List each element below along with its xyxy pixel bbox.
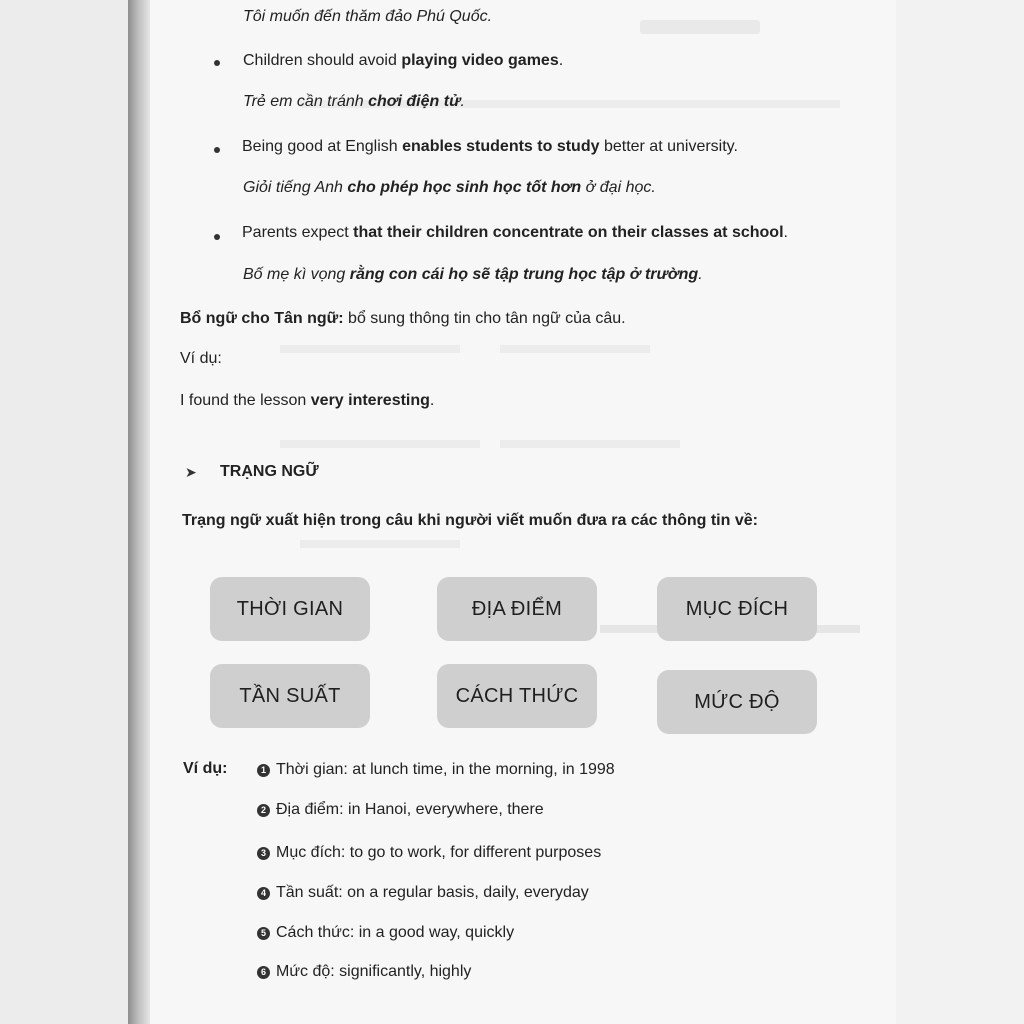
sentence-text: better at university. bbox=[599, 138, 738, 155]
number-icon: 3 bbox=[257, 847, 270, 860]
example-translation-vi bbox=[243, 179, 656, 197]
sentence-text: ở đại học. bbox=[581, 179, 656, 196]
sentence-text: . bbox=[429, 392, 435, 409]
term-label: Bổ ngữ cho Tân ngữ: bbox=[180, 310, 344, 327]
category-box-degree: MỨC ĐỘ bbox=[657, 670, 817, 734]
sentence-text: Giỏi tiếng Anh bbox=[243, 179, 348, 196]
sentence-text: . bbox=[460, 93, 465, 110]
category-box-manner: CÁCH THỨC bbox=[437, 664, 597, 728]
example-text: Mức độ: significantly, highly bbox=[276, 963, 472, 980]
category-box-purpose: MỤC ĐÍCH bbox=[657, 577, 817, 641]
example-sentence-en bbox=[243, 52, 563, 70]
adverbial-example bbox=[257, 884, 589, 902]
sentence-text: Bố mẹ kì vọng bbox=[243, 266, 350, 283]
bullet-icon bbox=[214, 147, 220, 153]
sentence-text: Parents expect bbox=[242, 224, 354, 241]
number-icon: 2 bbox=[257, 804, 270, 817]
sentence-text: Children should avoid bbox=[243, 52, 402, 69]
right-page-edge bbox=[896, 0, 1024, 1024]
category-box-place: ĐỊA ĐIỂM bbox=[437, 577, 597, 641]
number-icon: 1 bbox=[257, 764, 270, 777]
adverbial-example bbox=[257, 963, 471, 981]
sentence-text: Being good at English bbox=[242, 138, 403, 155]
sentence-text: . bbox=[698, 266, 703, 283]
arrow-right-icon: ➤ bbox=[185, 464, 197, 480]
sentence-highlight: very interesting bbox=[310, 392, 430, 409]
category-box-frequency: TẦN SUẤT bbox=[210, 664, 370, 728]
sentence-text: Trẻ em cần tránh bbox=[243, 93, 369, 110]
book-spine-shadow bbox=[128, 0, 150, 1024]
adverbial-example bbox=[257, 924, 514, 942]
examples-label: Ví dụ: bbox=[183, 760, 228, 777]
section-heading: TRẠNG NGỮ bbox=[220, 463, 319, 480]
sentence-highlight: rằng con cái họ sẽ tập trung học tập ở trường bbox=[349, 266, 699, 283]
object-complement-definition bbox=[180, 310, 626, 328]
number-icon: 5 bbox=[257, 927, 270, 940]
left-page-edge bbox=[0, 0, 130, 1024]
section-intro: Trạng ngữ xuất hiện trong câu khi người viết muốn đưa ra các thông tin về: bbox=[182, 512, 758, 529]
adverbial-example bbox=[257, 844, 601, 862]
bullet-icon bbox=[214, 234, 220, 240]
sentence-highlight: enables students to study bbox=[402, 138, 600, 155]
number-icon: 6 bbox=[257, 966, 270, 979]
category-box-time: THỜI GIAN bbox=[210, 577, 370, 641]
adverbial-example bbox=[257, 761, 615, 779]
adverbial-example bbox=[257, 801, 544, 819]
sentence-highlight: chơi điện tử bbox=[368, 93, 461, 110]
example-translation-vi bbox=[243, 266, 703, 284]
example-translation-vi: Tôi muốn đến thăm đảo Phú Quốc. bbox=[243, 8, 493, 25]
example-label: Ví dụ: bbox=[180, 350, 222, 367]
sentence-text: I found the lesson bbox=[180, 392, 311, 409]
example-sentence-en bbox=[242, 138, 738, 156]
bullet-icon bbox=[214, 60, 220, 66]
definition-text: bổ sung thông tin cho tân ngữ của câu. bbox=[343, 310, 626, 327]
example-text: Cách thức: in a good way, quickly bbox=[276, 924, 515, 941]
example-translation-vi bbox=[243, 93, 465, 111]
example-text: Thời gian: at lunch time, in the morning, in 1998 bbox=[276, 761, 615, 778]
example-text: Địa điểm: in Hanoi, everywhere, there bbox=[276, 801, 544, 818]
example-text: Mục đích: to go to work, for different purposes bbox=[276, 844, 602, 861]
number-icon: 4 bbox=[257, 887, 270, 900]
sentence-highlight: playing video games bbox=[401, 52, 559, 69]
example-text: Tần suất: on a regular basis, daily, everyday bbox=[276, 884, 589, 901]
object-complement-example bbox=[180, 392, 434, 410]
sentence-text: . bbox=[558, 52, 564, 69]
example-sentence-en bbox=[242, 224, 788, 242]
sentence-text: . bbox=[783, 224, 788, 241]
sentence-highlight: that their children concentrate on their classes at school bbox=[353, 224, 784, 241]
sentence-highlight: cho phép học sinh học tốt hơn bbox=[347, 179, 582, 196]
